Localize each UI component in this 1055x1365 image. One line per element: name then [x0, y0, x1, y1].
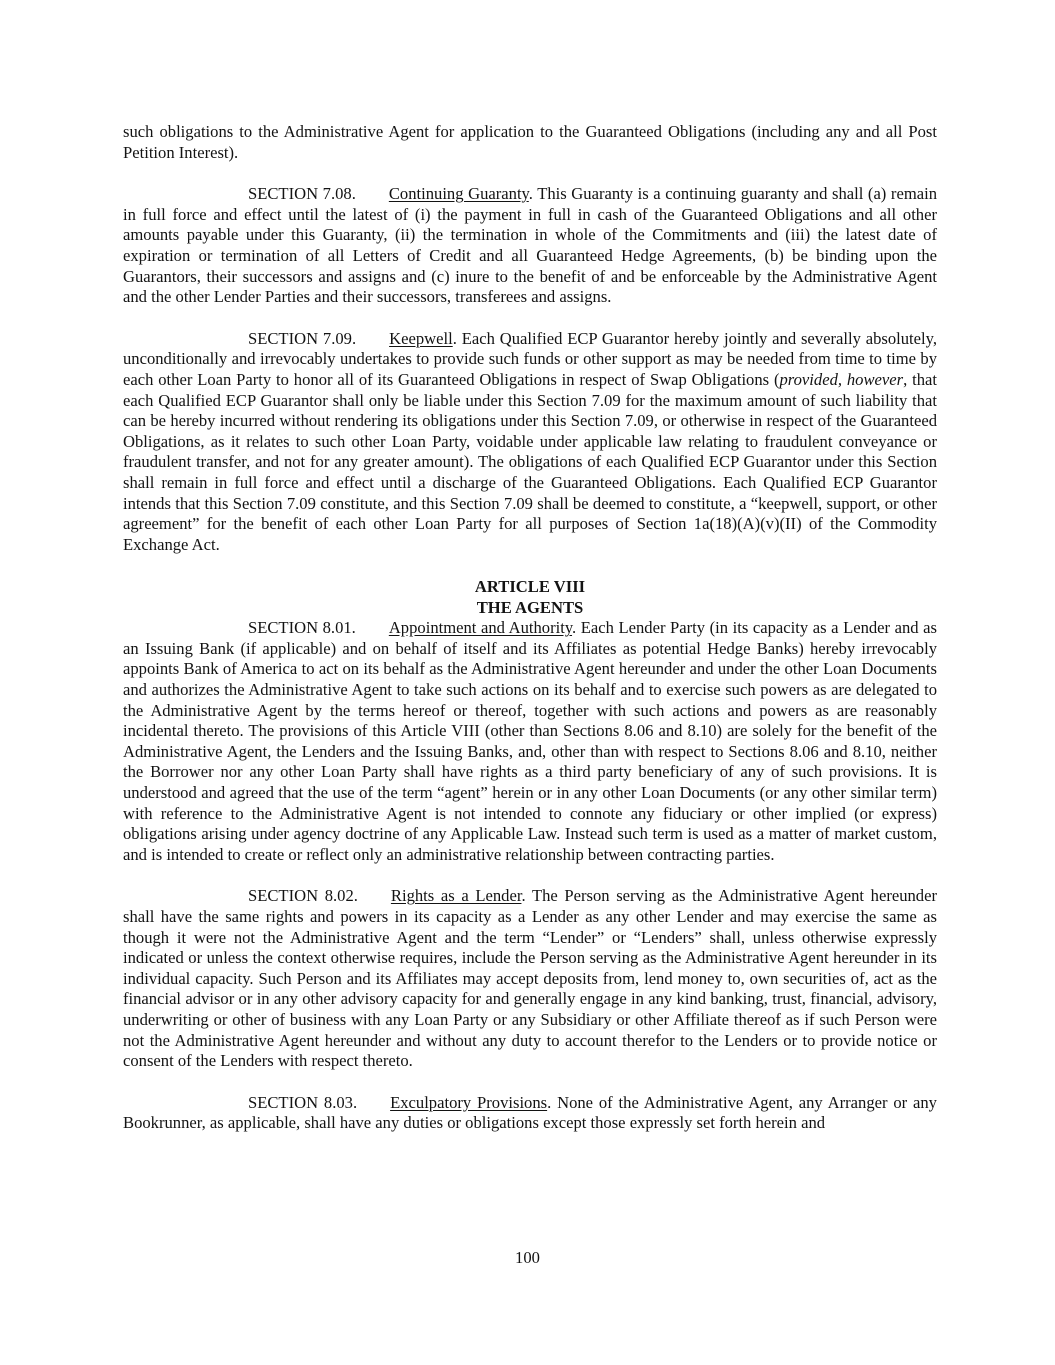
section-7-09	[123, 329, 937, 556]
italic-phrase: provided, however	[779, 369, 904, 389]
section-title: Rights as a Lender	[390, 886, 522, 906]
page-number: 100	[515, 1248, 540, 1268]
section-label: SECTION 8.01.	[248, 618, 356, 638]
paragraph-continuation: such obligations to the Administrative Agent for application to the Guaranteed Obligations (including any and all Post Petition Interest).	[123, 122, 937, 162]
section-body: . Each Lender Party (in its capacity as a Lender and as an Issuing Bank (if applicable) and on behalf of itself and its Affiliates as potential Hedge Banks) hereby irrevocably appoints Bank of America to act on its behalf as the Administrative Agent hereunder and under the other Loan Documents and authorizes the Administrative Agent to take such actions on its behalf and to exercise such powers as are delegated to the Administrative Agent by the terms hereof or thereof, together with such actions and powers as are reasonably incidental thereto. The provisions of this Article VIII (other than Sections 8.06 and 8.10) are solely for the benefit of the Administrative Agent, the Lenders and the Issuing Banks, and, other than with respect to Sections 8.06 and 8.10, neither the Borrower nor any other Loan Party shall have rights as a third party beneficiary of any of such provisions. It is understood and agreed that the use of the term “agent” herein or in any other Loan Documents (or any other similar term) with reference to the Administrative Agent is not intended to connote any fiduciary or other implied (or express) obligations arising under agency doctrine of any Applicable Law. Instead such term is used as a matter of market custom, and is intended to create or reflect only an administrative relationship between contracting parties.	[123, 618, 937, 864]
section-label: SECTION 7.08.	[248, 184, 356, 204]
section-8-02	[123, 886, 937, 1071]
section-label: SECTION 8.02.	[248, 886, 358, 906]
section-title: Exculpatory Provisions	[390, 1092, 548, 1112]
article-heading-title: THE AGENTS	[476, 598, 584, 618]
article-heading-number: ARTICLE VIII	[474, 577, 586, 597]
section-body: . Each Qualified ECP Guarantor hereby jointly and severally absolutely, unconditionally and irrevocably undertakes to provide such funds or other support as may be needed from time to time by each other Loan Party to honor all of its Guaranteed Obligations in respect of Swap Obligations (	[123, 328, 937, 389]
document-content	[123, 122, 937, 1134]
section-title: Continuing Guaranty	[388, 184, 529, 204]
section-8-03	[123, 1093, 937, 1134]
section-title: Keepwell	[389, 328, 453, 348]
section-body: . The Person serving as the Administrative Agent hereunder shall have the same rights and powers in its capacity as a Lender as any other Lender and may exercise the same as though it were not the Administrative Agent and the term “Lender” or “Lenders” shall, unless otherwise expressly indicated or unless the context otherwise requires, include the Person serving as the Administrative Agent hereunder in its individual capacity. Such Person and its Affiliates may accept deposits from, lend money to, own securities of, act as the financial advisor or in any other advisory capacity for and generally engage in any kind banking, trust, financial, advisory, underwriting or other of business with any Loan Party or any Subsidiary or other Affiliate thereof as if such Person were not the Administrative Agent hereunder and without any duty to account therefor to the Lenders or to provide notice or consent of the Lenders with respect thereto.	[123, 886, 937, 1071]
section-body: , that each Qualified ECP Guarantor shall only be liable under this Section 7.09 for the maximum amount of such liability that can be hereby incurred without rendering its obligations under this Section 7.09, or otherwise in respect of the Guaranteed Obligations, as it relates to such other Loan Party, voidable under applicable law relating to fraudulent conveyance or fraudulent transfer, and not for any greater amount). The obligations of each Qualified ECP Guarantor under this Section shall remain in full force and effect until a discharge of the Guaranteed Obligations. Each Qualified ECP Guarantor intends that this Section 7.09 constitute, and this Section 7.09 shall be deemed to constitute, a “keepwell, support, or other agreement” for the benefit of each other Loan Party for all purposes of Section 1a(18)(A)(v)(II) of the Commodity Exchange Act.	[123, 369, 937, 554]
section-title: Appointment and Authority	[388, 618, 573, 638]
section-label: SECTION 7.09.	[248, 328, 357, 348]
section-body: . This Guaranty is a continuing guaranty and shall (a) remain in full force and effect until the latest of (i) the payment in full in cash of the Guaranteed Obligations and all other amounts payable under this Guaranty, (ii) the termination in whole of the Commitments and (iii) the latest date of expiration or termination of all Letters of Credit and all Guaranteed Hedge Agreements, (b) be binding upon the Guarantors, their successors and assigns and (c) inure to the benefit of and be enforceable by the Administrative Agent and the other Lender Parties and their successors, transferees and assigns.	[123, 184, 937, 307]
section-label: SECTION 8.03.	[248, 1092, 358, 1112]
section-body: . None of the Administrative Agent, any Arranger or any Bookrunner, as applicable, shall have any duties or obligations except those expressly set forth herein and	[123, 1092, 937, 1133]
section-8-01	[123, 618, 937, 865]
section-7-08	[123, 184, 937, 308]
article-heading	[123, 576, 937, 618]
